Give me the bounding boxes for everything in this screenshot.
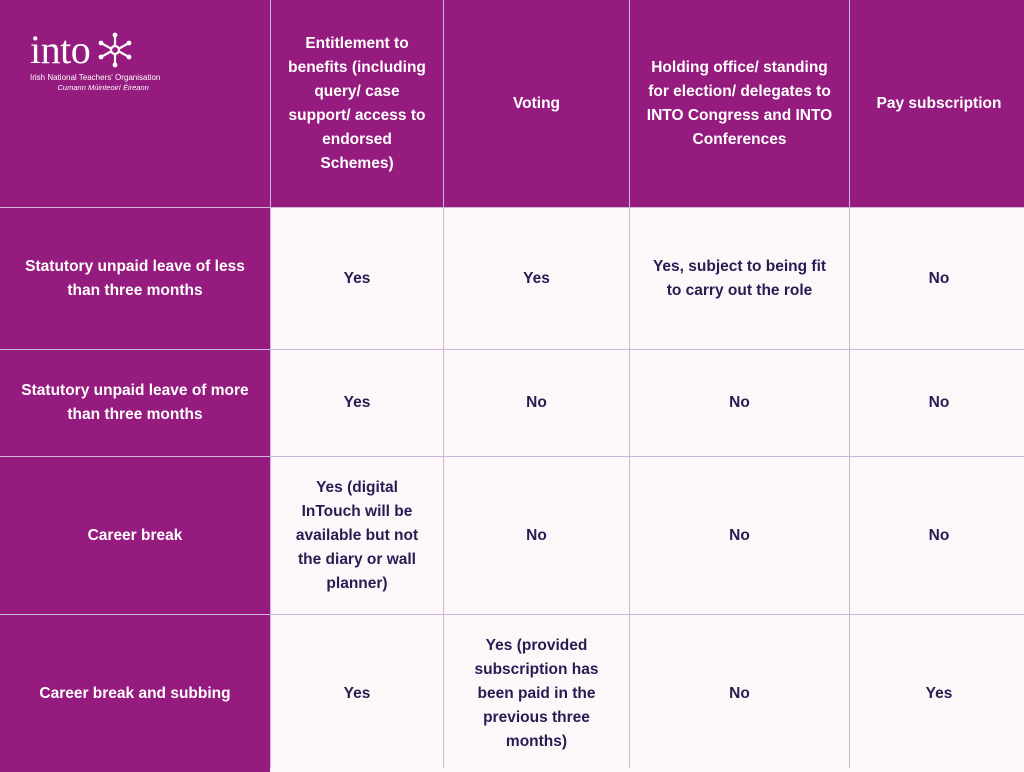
table-cell: No [850,350,1024,456]
logo-subtitle-irish: Cumann Múinteoirí Éireann [57,83,149,92]
table-cell: Yes [271,615,443,772]
table-cell: No [850,457,1024,614]
table-cell: Yes [850,615,1024,772]
table-cell: Yes [271,208,443,349]
row-header: Statutory unpaid leave of less than three months [0,208,270,349]
table-cell: No [630,615,849,772]
table-cell: Yes (provided subscription has been paid in the previous three months) [444,615,629,772]
table-cell: No [630,457,849,614]
column-header-holding-office: Holding office/ standing for election/ delegates to INTO Congress and INTO Conferences [630,0,849,207]
table-cell: Yes [444,208,629,349]
table-cell: Yes (digital InTouch will be available but not the diary or wall planner) [271,457,443,614]
row-header: Career break [0,457,270,614]
table-cell: Yes [271,350,443,456]
table-cell: No [850,208,1024,349]
table-cell: No [444,350,629,456]
logo-wordmark: into [30,27,91,72]
table-cell: No [444,457,629,614]
emblem-icon [96,31,134,69]
row-header: Career break and subbing [0,615,270,772]
logo-subtitle: Irish National Teachers' Organisation [30,73,161,82]
table-cell: Yes, subject to being fit to carry out the role [630,208,849,349]
column-header-voting: Voting [444,0,629,207]
column-header-entitlement: Entitlement to benefits (including query/ case support/ access to endorsed Schemes) [271,0,443,207]
into-logo [30,27,161,92]
table-cell: No [630,350,849,456]
row-header: Statutory unpaid leave of more than three months [0,350,270,456]
logo-cell [0,0,270,207]
column-header-pay-subscription: Pay subscription [850,0,1024,207]
